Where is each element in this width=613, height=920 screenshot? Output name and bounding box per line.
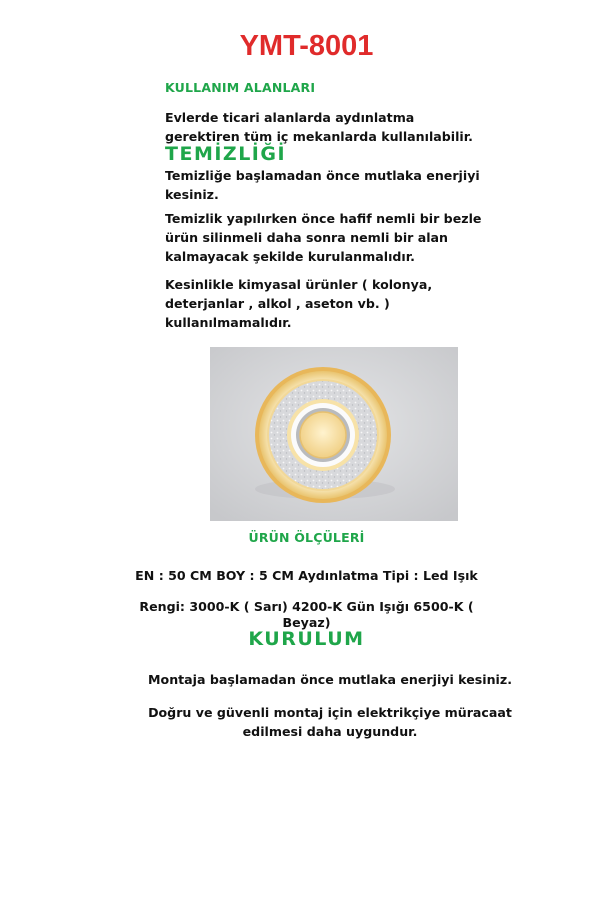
cleaning-line: Temizlik yapılırken önce hafif nemli bir bezle — [165, 211, 482, 226]
installation-paragraph-2 — [0, 703, 613, 741]
usage-line: Evlerde ticari alanlarda aydınlatma — [165, 110, 415, 125]
cleaning-paragraph-3 — [165, 275, 432, 332]
cleaning-line: deterjanlar , alkol , aseton vb. ) — [165, 296, 390, 311]
color-info-line: Beyaz) — [282, 615, 331, 630]
ceiling-lamp-icon — [210, 347, 458, 521]
color-info-line: Rengi: 3000-K ( Sarı) 4200-K Gün Işığı 6500-K ( — [139, 599, 474, 614]
installation-heading: KURULUM — [248, 628, 365, 650]
installation-paragraph-1: Montaja başlamadan önce mutlaka enerjiyi kesiniz. — [148, 672, 512, 687]
dimensions-heading: ÜRÜN ÖLÇÜLERİ — [248, 530, 365, 545]
cleaning-line: kullanılmamalıdır. — [165, 315, 292, 330]
cleaning-line: kalmayacak şekilde kurulanmalıdır. — [165, 249, 415, 264]
installation-line: edilmesi daha uygundur. — [242, 724, 418, 739]
cleaning-heading: TEMİZLİĞİ — [165, 143, 287, 165]
usage-text — [165, 108, 473, 146]
cleaning-line: ürün silinmeli daha sonra nemli bir alan — [165, 230, 449, 245]
cleaning-line: Temizliğe başlamadan önce mutlaka enerjiyi — [165, 168, 480, 183]
page-title: YMT-8001 — [239, 30, 374, 62]
usage-heading: KULLANIM ALANLARI — [165, 80, 316, 95]
cleaning-paragraph-1 — [165, 166, 480, 204]
cleaning-line: kesiniz. — [165, 187, 219, 202]
cleaning-line: Kesinlikle kimyasal ürünler ( kolonya, — [165, 277, 433, 292]
installation-line: Doğru ve güvenli montaj için elektrikçiye müracaat — [148, 705, 512, 720]
usage-line: gerektiren tüm iç mekanlarda kullanılabilir. — [165, 129, 473, 144]
product-photo — [210, 347, 458, 521]
dimensions-line-1: EN : 50 CM BOY : 5 CM Aydınlatma Tipi : Led Işık — [135, 568, 478, 583]
dimensions-line-2 — [0, 597, 613, 630]
cleaning-paragraph-2 — [165, 209, 481, 266]
